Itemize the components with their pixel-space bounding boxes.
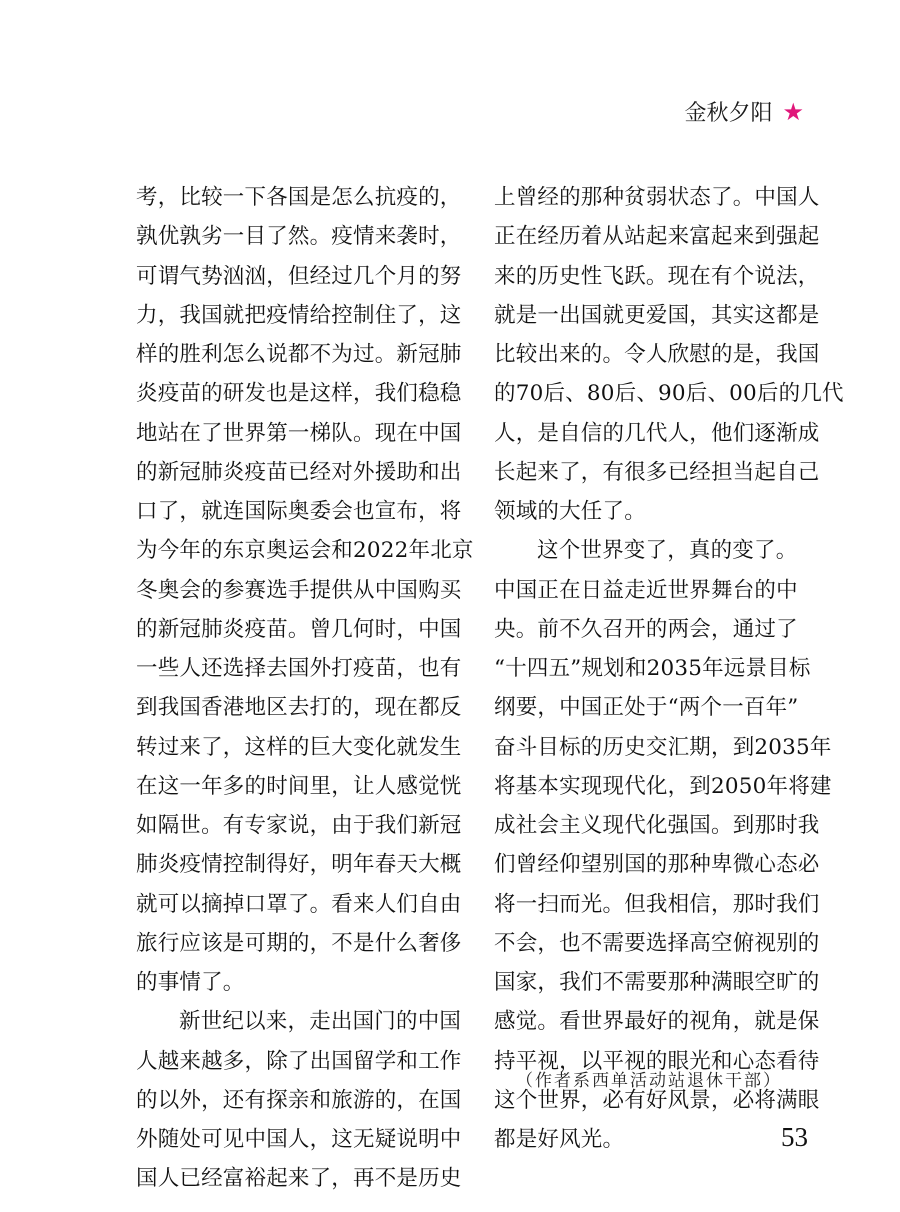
text-line: 正在经历着从站起来富起来到强起 <box>494 224 820 250</box>
text-line: 的新冠肺炎疫苗。曾几何时，中国 <box>136 616 462 642</box>
text-line: 样的胜利怎么说都不为过。新冠肺 <box>136 342 462 367</box>
text-line: 国家，我们不需要那种满眼空旷的 <box>494 970 820 995</box>
right-text-column <box>494 178 844 1159</box>
text-line: 国人已经富裕起来了，再不是历史 <box>136 1166 462 1192</box>
text-line: 一些人还选择去国外打疫苗，也有 <box>136 656 462 681</box>
text-line: 持平视，以平视的眼光和心态看待 <box>494 1048 820 1074</box>
text-line: 的70后、80后、90后、00后的几代 <box>494 381 844 407</box>
text-line: 口了，就连国际奥委会也宣布，将 <box>136 499 462 524</box>
text-line: 转过来了，这样的巨大变化就发生 <box>136 734 462 760</box>
text-line: 不会，也不需要选择高空俯视别的 <box>494 930 820 956</box>
text-line: 将基本实现现代化，到2050年将建 <box>494 773 832 799</box>
text-line: 的事情了。 <box>136 970 245 995</box>
text-line: 旅行应该是可期的，不是什么奢侈 <box>136 930 462 956</box>
text-line: “十四五”规划和2035年远景目标 <box>494 656 811 681</box>
section-header <box>684 96 804 127</box>
text-line: 奋斗目标的历史交汇期，到2035年 <box>494 734 832 760</box>
paragraph-start-line: 这个世界变了，真的变了。 <box>537 538 798 564</box>
text-line: 这个世界，必有好风景，必将满眼 <box>494 1087 820 1113</box>
text-line: 领域的大任了。 <box>494 499 646 524</box>
section-title: 金秋夕阳 <box>684 101 773 126</box>
text-line: 们曾经仰望别国的那种卑微心态必 <box>494 852 820 878</box>
text-line: 孰优孰劣一目了然。疫情来袭时， <box>136 224 462 250</box>
text-line: 人，是自信的几代人，他们逐渐成 <box>494 420 820 446</box>
text-line: 将一扫而光。但我相信，那时我们 <box>494 891 820 917</box>
left-text-column <box>136 178 474 1199</box>
text-line: 在这一年多的时间里，让人感觉恍 <box>136 773 462 799</box>
paragraph-start-line: 新世纪以来，走出国门的中国 <box>179 1009 462 1035</box>
text-line: 人越来越多，除了出国留学和工作 <box>136 1048 462 1074</box>
author-byline: （作者系西单活动站退休干部） <box>516 1071 782 1091</box>
text-line: 的以外，还有探亲和旅游的，在国 <box>136 1087 462 1113</box>
text-line: 的新冠肺炎疫苗已经对外援助和出 <box>136 459 462 485</box>
text-line: 比较出来的。令人欣慰的是，我国 <box>494 342 820 367</box>
text-line: 就可以摘掉口罩了。看来人们自由 <box>136 891 462 917</box>
text-line: 肺炎疫情控制得好，明年春天大概 <box>136 852 462 878</box>
text-line: 长起来了，有很多已经担当起自己 <box>494 459 820 485</box>
text-line: 来的历史性飞跃。现在有个说法， <box>494 263 820 289</box>
text-line: 中国正在日益走近世界舞台的中 <box>494 577 798 603</box>
text-line: 力，我国就把疫情给控制住了，这 <box>136 302 462 328</box>
text-line: 为今年的东京奥运会和2022年北京 <box>136 538 474 564</box>
page-number: 53 <box>781 1122 808 1152</box>
text-line: 都是好风光。 <box>494 1127 625 1152</box>
text-line: 如隔世。有专家说，由于我们新冠 <box>136 813 462 838</box>
text-line: 上曾经的那种贫弱状态了。中国人 <box>494 185 820 210</box>
star-icon: ★ <box>782 97 804 126</box>
text-line: 成社会主义现代化强国。到那时我 <box>494 813 820 838</box>
text-line: 炎疫苗的研发也是这样，我们稳稳 <box>136 381 462 407</box>
text-line: 就是一出国就更爱国，其实这都是 <box>494 302 820 328</box>
text-line: 感觉。看世界最好的视角，就是保 <box>494 1009 820 1035</box>
text-line: 外随处可见中国人，这无疑说明中 <box>136 1127 462 1152</box>
text-line: 央。前不久召开的两会，通过了 <box>494 616 798 642</box>
text-line: 考，比较一下各国是怎么抗疫的， <box>136 185 462 210</box>
text-line: 冬奥会的参赛选手提供从中国购买 <box>136 577 462 603</box>
text-line: 纲要，中国正处于“两个一百年” <box>494 695 799 721</box>
text-line: 到我国香港地区去打的，现在都反 <box>136 695 462 721</box>
text-line: 地站在了世界第一梯队。现在中国 <box>136 420 462 446</box>
text-line: 可谓气势汹汹，但经过几个月的努 <box>136 263 462 289</box>
